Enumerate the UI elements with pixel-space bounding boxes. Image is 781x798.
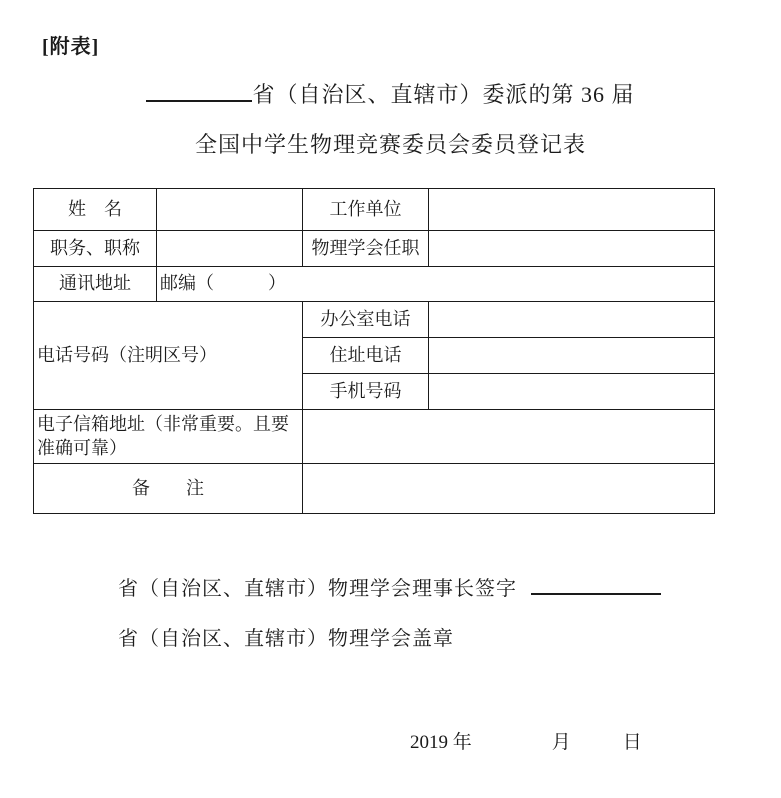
date-month: 月	[551, 732, 571, 753]
office-phone-input-cell[interactable]	[429, 302, 715, 338]
mobile-phone-input-cell[interactable]	[429, 374, 715, 410]
date-day: 日	[622, 732, 642, 753]
table-row	[34, 231, 715, 267]
work-unit-input-cell[interactable]	[429, 189, 715, 231]
date-year: 2019 年	[410, 732, 472, 753]
society-position-input-cell[interactable]	[429, 231, 715, 267]
seal-line: 省（自治区、直辖市）物理学会盖章	[118, 628, 454, 650]
office-phone-label: 办公室电话	[303, 302, 429, 338]
name-input-cell[interactable]	[157, 189, 303, 231]
work-unit-label: 工作单位	[303, 189, 429, 231]
home-phone-label: 住址电话	[303, 338, 429, 374]
chairman-signature-line	[118, 572, 661, 601]
remarks-input-cell[interactable]	[303, 464, 715, 514]
table-row	[34, 410, 715, 464]
email-label: 电子信箱地址（非常重要。且要准确可靠）	[34, 410, 303, 464]
name-label: 姓 名	[34, 189, 157, 231]
chairman-signature-label: 省（自治区、直辖市）物理学会理事长签字	[118, 578, 517, 600]
signature-blank-line[interactable]	[531, 575, 661, 595]
annex-label: [附表]	[42, 36, 100, 58]
date-line	[410, 727, 642, 754]
position-label: 职务、职称	[34, 231, 157, 267]
table-row	[34, 267, 715, 302]
address-label: 通讯地址	[34, 267, 157, 302]
email-input-cell[interactable]	[303, 410, 715, 464]
registration-table	[33, 188, 715, 514]
remarks-label: 备 注	[34, 464, 303, 514]
title-line-2: 全国中学生物理竞赛委员会委员登记表	[194, 132, 586, 157]
phone-label: 电话号码（注明区号）	[34, 302, 303, 410]
postcode-address-cell[interactable]: 邮编（ ）	[157, 267, 715, 302]
title-line-1-text: 省（自治区、直辖市）委派的第 36 届	[252, 82, 635, 107]
table-row	[34, 302, 715, 338]
table-row	[34, 189, 715, 231]
position-input-cell[interactable]	[157, 231, 303, 267]
title-line-1	[0, 78, 781, 109]
table-row	[34, 464, 715, 514]
society-position-label: 物理学会任职	[303, 231, 429, 267]
province-blank-line[interactable]	[146, 79, 252, 102]
mobile-phone-label: 手机号码	[303, 374, 429, 410]
home-phone-input-cell[interactable]	[429, 338, 715, 374]
